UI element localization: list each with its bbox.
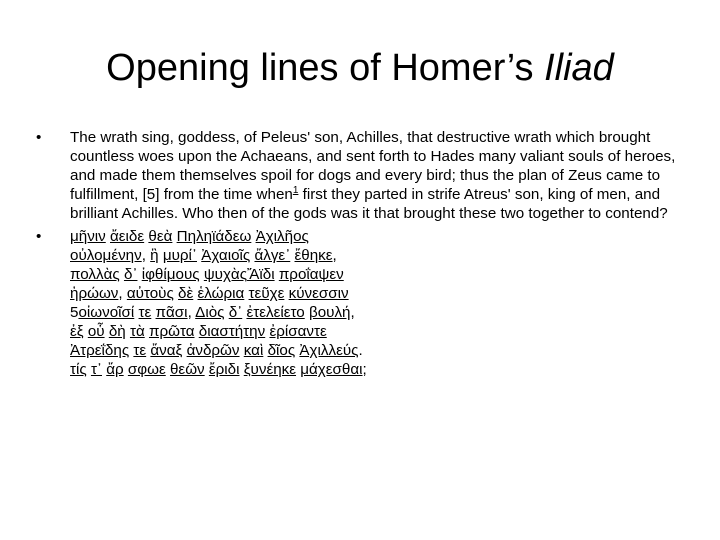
greek-word-link[interactable]: δ᾽ xyxy=(123,266,138,283)
greek-word-link[interactable]: ἰφθίμους xyxy=(141,266,200,283)
greek-word-link[interactable]: ἣ xyxy=(150,247,159,264)
greek-word-link[interactable]: ἄναξ xyxy=(150,342,183,359)
greek-word-link[interactable]: ἄειδε xyxy=(110,228,145,245)
greek-word-link[interactable]: ἡρώων xyxy=(70,285,119,302)
slide-title xyxy=(0,44,720,92)
greek-word-link[interactable]: βουλή xyxy=(308,304,351,321)
greek-word-link[interactable]: δὲ xyxy=(178,285,194,302)
greek-punct: ; xyxy=(362,361,367,378)
greek-punct: . xyxy=(358,342,363,359)
greek-word-link[interactable]: δῖος xyxy=(267,342,296,359)
greek-word-link[interactable]: οὐλομένην xyxy=(70,247,142,264)
greek-word-link[interactable]: Διὸς xyxy=(195,304,225,321)
footnote-link[interactable]: 1 xyxy=(292,184,299,196)
greek-punct: , xyxy=(332,247,337,264)
greek-line-8 xyxy=(70,360,688,379)
greek-word-link[interactable]: οὗ xyxy=(87,323,105,340)
greek-word-link[interactable]: Ἀχιλλεύς xyxy=(299,342,359,359)
greek-punct: , xyxy=(118,285,127,302)
greek-punct: , xyxy=(141,247,151,264)
greek-word-link[interactable]: σφωε xyxy=(127,361,166,378)
bullet-dot: • xyxy=(36,228,42,245)
greek-word-link[interactable]: καὶ xyxy=(243,342,264,359)
greek-word-link[interactable]: ἐτελείετο xyxy=(246,304,305,321)
greek-word-link[interactable]: ἀνδρῶν xyxy=(186,342,240,359)
greek-word-link[interactable]: προΐαψεν xyxy=(278,266,344,283)
greek-word-link[interactable]: οἰωνοῖσί xyxy=(78,304,135,321)
greek-word-link[interactable]: ἐρίσαντε xyxy=(269,323,327,340)
greek-word-link[interactable]: πᾶσι xyxy=(155,304,188,321)
greek-punct: , xyxy=(350,304,355,321)
bullet-dot: • xyxy=(36,129,42,146)
greek-word-link[interactable]: πρῶτα xyxy=(148,323,195,340)
greek-word-link[interactable]: διαστήτην xyxy=(198,323,266,340)
greek-word-link[interactable]: Ἄϊδι xyxy=(247,266,275,283)
greek-word-link[interactable]: αὐτοὺς xyxy=(126,285,174,302)
greek-word-link[interactable]: κύνεσσιν xyxy=(288,285,349,302)
title-italic: Iliad xyxy=(544,47,614,89)
greek-word-link[interactable]: θεὰ xyxy=(148,228,173,245)
greek-word-link[interactable]: θεῶν xyxy=(169,361,205,378)
greek-word-link[interactable]: Ἀχιλῆος xyxy=(255,228,309,245)
greek-word-link[interactable]: ἐξ xyxy=(70,323,84,340)
greek-word-link[interactable]: ἑλώρια xyxy=(197,285,245,302)
greek-word-link[interactable]: Ἀχαιοῖς xyxy=(201,247,251,264)
greek-word-link[interactable]: τε xyxy=(133,342,147,359)
greek-word-link[interactable]: ἄρ xyxy=(106,361,124,378)
bullet-english-translation xyxy=(36,128,688,223)
greek-word-link[interactable]: ψυχὰς xyxy=(203,266,248,283)
greek-line-3 xyxy=(70,265,688,284)
bullet-greek-text xyxy=(36,227,688,379)
greek-word-link[interactable]: ἔθηκε xyxy=(294,247,333,264)
greek-word-link[interactable]: τὰ xyxy=(129,323,145,340)
english-text-1: The wrath sing, goddess, of Peleus' son, Achilles, that destructive wrath which brought countless woes upon the Achaeans, and sent forth to Hades many valiant souls of heroes, and made them themselves spoil for dogs and every bird; thus the plan of Zeus came to fulfillment, [5] from the time when xyxy=(70,129,676,203)
greek-line-1 xyxy=(70,227,688,246)
greek-word-link[interactable]: μῆνιν xyxy=(70,228,106,245)
greek-word-link[interactable]: μυρί᾽ xyxy=(162,247,197,264)
greek-word-link[interactable]: ἔριδι xyxy=(208,361,240,378)
bullet-list xyxy=(36,128,688,383)
greek-word-link[interactable]: ἄλγε᾽ xyxy=(254,247,291,264)
greek-word-link[interactable]: Πηληϊάδεω xyxy=(176,228,252,245)
greek-word-link[interactable]: μάχεσθαι xyxy=(300,361,363,378)
title-main: Opening lines of Homer’s xyxy=(106,47,545,89)
greek-line-7 xyxy=(70,341,688,360)
greek-word-link[interactable]: τίς xyxy=(70,361,87,378)
greek-line-4 xyxy=(70,284,688,303)
greek-word-link[interactable]: δ᾽ xyxy=(228,304,243,321)
greek-word-link[interactable]: πολλὰς xyxy=(70,266,120,283)
greek-word-link[interactable]: τεῦχε xyxy=(248,285,285,302)
greek-word-link[interactable]: ξυνέηκε xyxy=(243,361,297,378)
greek-word-link[interactable]: τ᾽ xyxy=(90,361,102,378)
line-number: 5 xyxy=(70,304,79,321)
greek-line-5 xyxy=(70,303,688,322)
greek-line-2 xyxy=(70,246,688,265)
greek-line-6 xyxy=(70,322,688,341)
greek-word-link[interactable]: δὴ xyxy=(108,323,126,340)
english-text-2: first they parted in strife Atreus' son, king of men, and brilliant Achilles. Who then of the gods was it that brought these two together to contend? xyxy=(70,186,668,222)
greek-word-link[interactable]: Ἀτρεΐδης xyxy=(70,342,130,359)
greek-punct: , xyxy=(187,304,196,321)
greek-word-link[interactable]: τε xyxy=(138,304,152,321)
